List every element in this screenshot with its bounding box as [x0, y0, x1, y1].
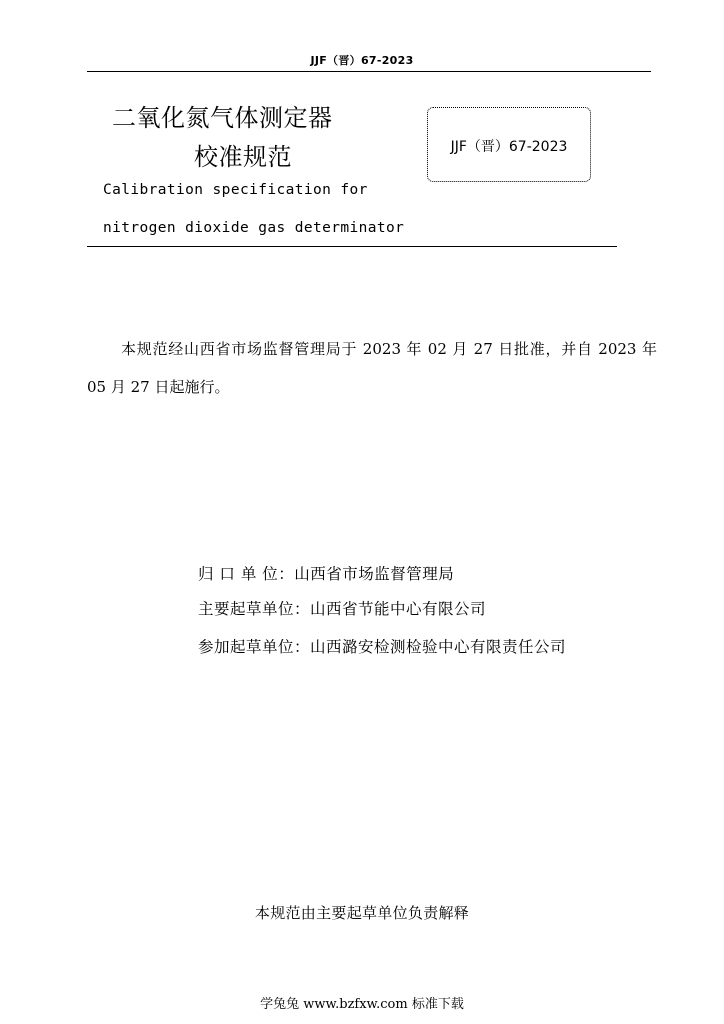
unit-value: 山西潞安检测检验中心有限责任公司: [310, 638, 567, 656]
footer-watermark: 学兔兔 www.bzfxw.com 标准下载: [260, 997, 464, 1012]
unit-value: 山西省市场监督管理局: [294, 565, 455, 583]
document-title-line1: 二氧化氮气体测定器: [112, 104, 333, 132]
unit-row-participating-drafter: [198, 635, 566, 657]
document-title-line2: 校准规范: [194, 143, 292, 171]
unit-row-main-drafter: [198, 597, 486, 619]
unit-label: 归 口 单 位：: [198, 565, 295, 583]
english-title-line2: nitrogen dioxide gas determinator: [103, 220, 405, 236]
unit-row-responsible: [198, 562, 454, 584]
unit-value: 山西省节能中心有限公司: [310, 600, 487, 618]
approval-statement: 本规范经山西省市场监督管理局于 2023 年 02 月 27 日批准，并自 2023 年 05 月 27 日起施行。: [87, 340, 657, 396]
unit-label: 参加起草单位：: [198, 638, 311, 656]
title-divider: [87, 246, 617, 247]
header-divider: [87, 71, 651, 72]
english-title-line1: Calibration specification for: [103, 182, 368, 198]
standard-code-box: [427, 107, 591, 182]
standard-code-box-text: JJF（晋）67-2023: [450, 139, 568, 155]
unit-label: 主要起草单位：: [198, 600, 311, 618]
interpretation-note: 本规范由主要起草单位负责解释: [254, 904, 470, 922]
header-standard-code: JJF（晋）67-2023: [310, 54, 414, 67]
